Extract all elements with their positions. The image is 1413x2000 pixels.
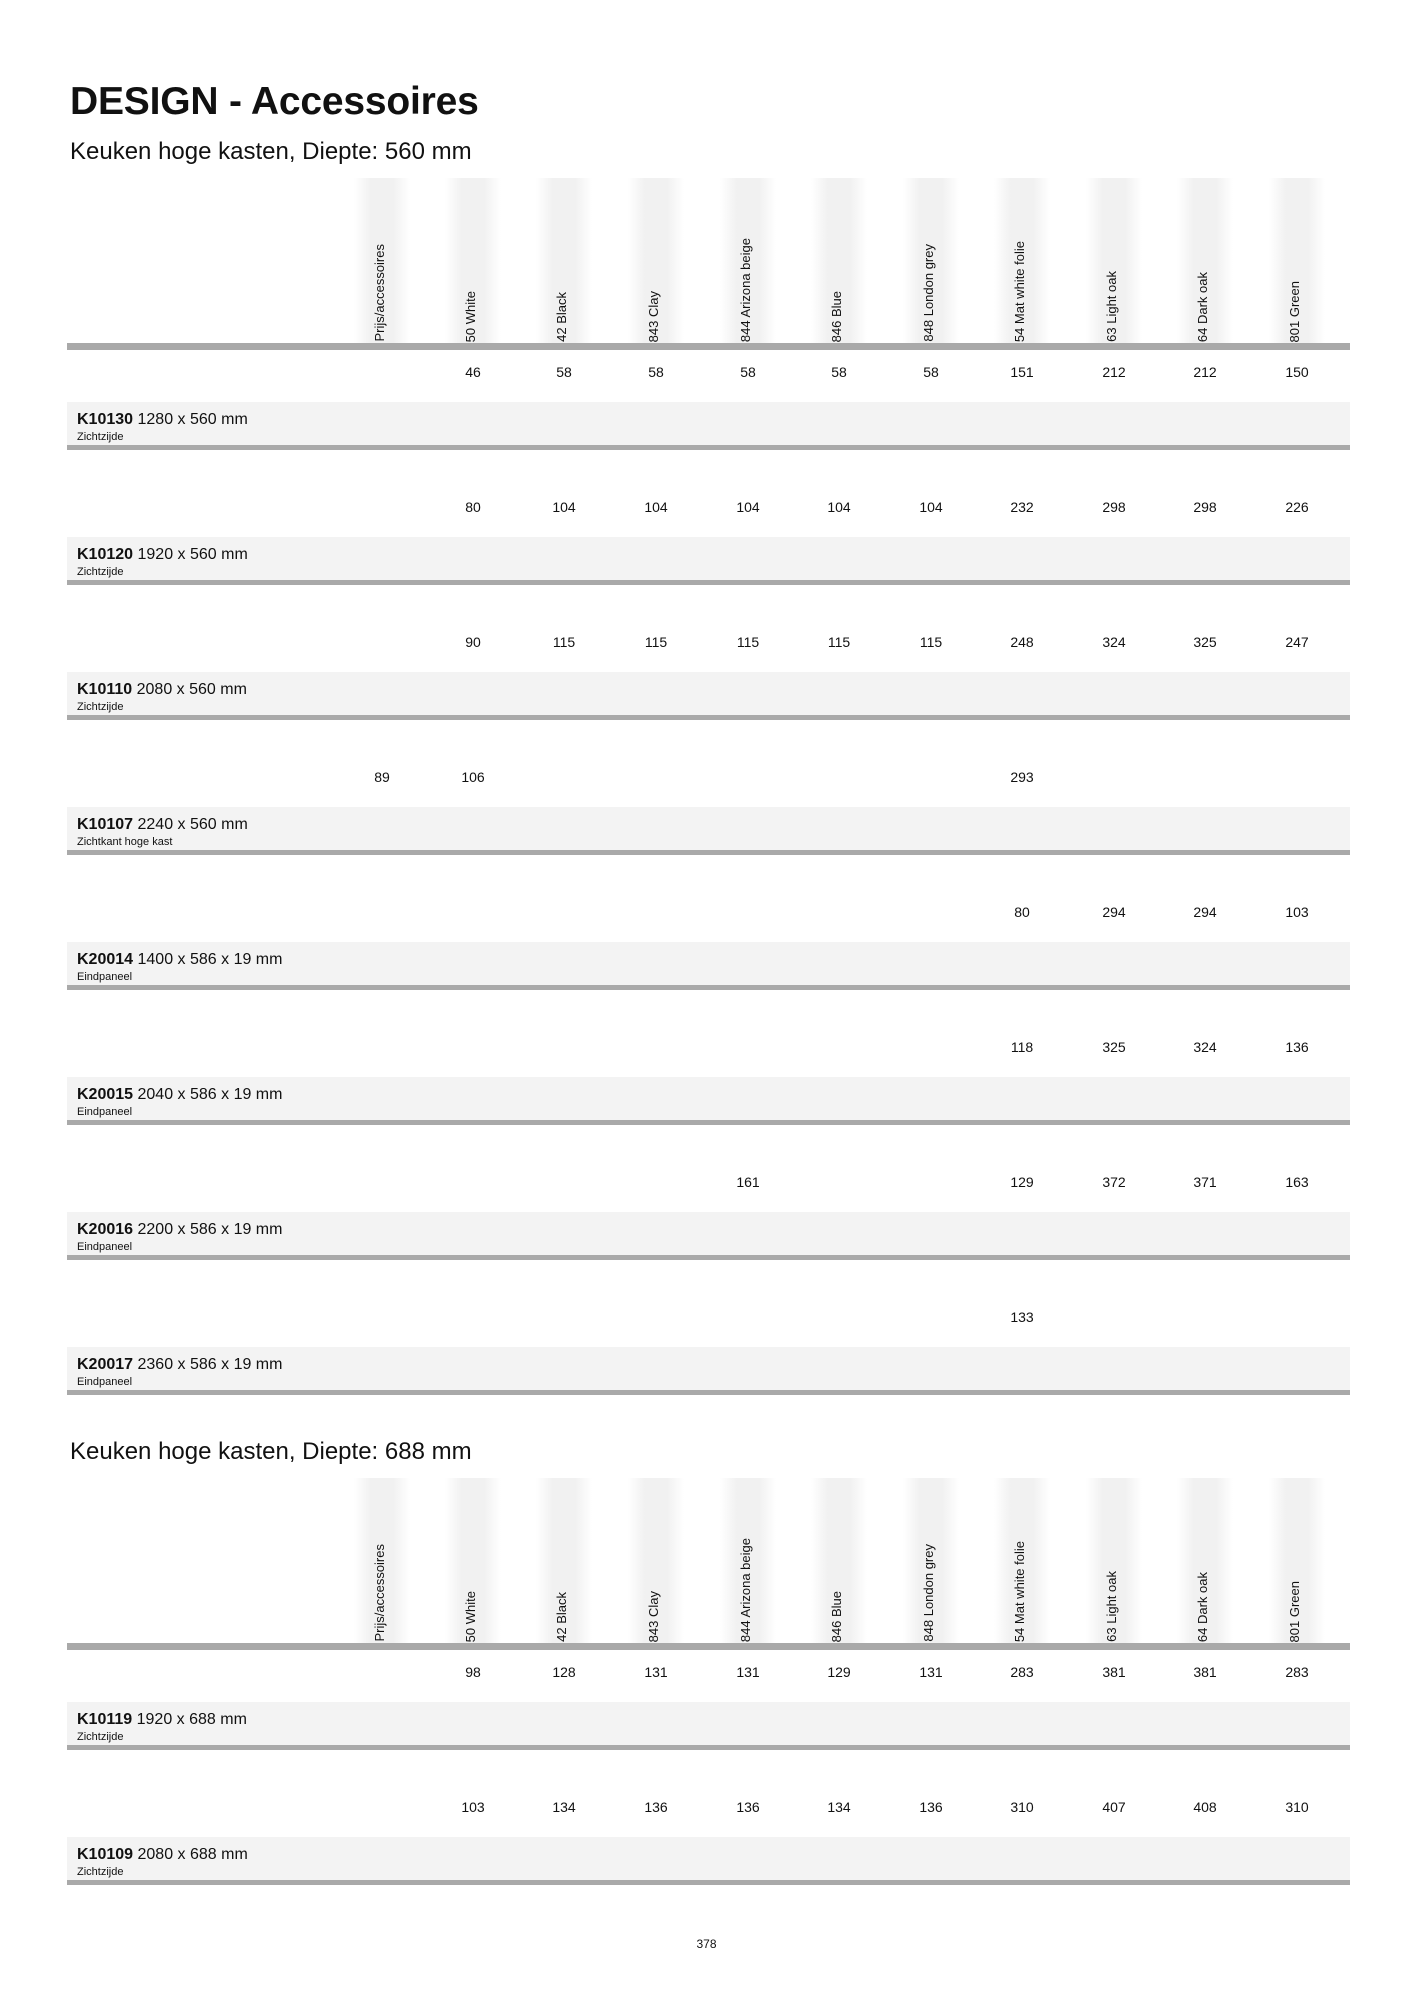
price-cell: 298 [1102, 499, 1126, 515]
price-cell: 115 [827, 634, 851, 650]
price-cell: 131 [736, 1664, 760, 1680]
product-label-band [67, 807, 1350, 850]
price-cell: 115 [644, 634, 668, 650]
column-label: 50 White [463, 290, 478, 342]
price-cell: 136 [1285, 1039, 1309, 1055]
column-header-cell [628, 1478, 684, 1650]
column-header-cell [811, 178, 867, 350]
product-description: Zichtzijde [77, 701, 124, 713]
table-row [0, 1160, 1413, 1295]
column-header-cell [628, 178, 684, 350]
column-label: 50 White [463, 1590, 478, 1642]
price-cell: 129 [1010, 1174, 1034, 1190]
product-code: K10110 [77, 681, 133, 698]
column-label: 848 London grey [921, 244, 936, 342]
product-description: Eindpaneel [77, 1241, 133, 1253]
price-cell: 325 [1193, 634, 1217, 650]
product-code: K10109 [77, 1846, 134, 1863]
price-cell: 106 [461, 769, 485, 785]
column-label: 63 Light oak [1104, 1571, 1119, 1642]
price-cell: 115 [736, 634, 760, 650]
column-label: Prijs/accessoires [372, 244, 387, 342]
row-divider [67, 985, 1350, 990]
price-cell: 381 [1102, 1664, 1126, 1680]
price-values [0, 350, 1413, 402]
price-cell: 104 [736, 499, 760, 515]
price-cell: 283 [1010, 1664, 1034, 1680]
price-cell: 58 [831, 364, 847, 380]
product-description: Zichtzijde [77, 431, 124, 443]
price-cell: 104 [552, 499, 576, 515]
price-cell: 136 [644, 1799, 668, 1815]
price-values [0, 620, 1413, 672]
column-label: 801 Green [1287, 1580, 1302, 1642]
row-divider [67, 1390, 1350, 1395]
row-divider [67, 445, 1350, 450]
product-description: Zichtkant hoge kast [77, 836, 173, 848]
product-code: K10130 [77, 411, 134, 428]
product-size: 2360 x 586 x 19 mm [133, 1356, 283, 1373]
row-divider [67, 715, 1350, 720]
price-cell: 131 [644, 1664, 668, 1680]
product-code-size [77, 816, 248, 834]
price-cell: 232 [1010, 499, 1034, 515]
price-cell: 294 [1193, 904, 1217, 920]
product-code-size [77, 1356, 282, 1374]
product-label-band [67, 942, 1350, 985]
product-description: Eindpaneel [77, 971, 133, 983]
price-cell: 136 [919, 1799, 943, 1815]
product-label-band [67, 537, 1350, 580]
column-header-cell [1269, 178, 1325, 350]
price-cell: 134 [827, 1799, 851, 1815]
product-label-band [67, 1077, 1350, 1120]
price-cell: 372 [1102, 1174, 1126, 1190]
header-divider [67, 343, 1350, 350]
price-cell: 58 [648, 364, 664, 380]
product-code: K20017 [77, 1356, 134, 1373]
column-header-cell [1177, 178, 1233, 350]
price-values [0, 485, 1413, 537]
product-code: K20015 [77, 1086, 134, 1103]
price-cell: 118 [1010, 1039, 1034, 1055]
column-header-cell [445, 178, 501, 350]
price-cell: 283 [1285, 1664, 1309, 1680]
price-cell: 133 [1010, 1309, 1034, 1325]
column-label: 42 Black [554, 292, 569, 342]
row-divider [67, 850, 1350, 855]
price-cell: 381 [1193, 1664, 1217, 1680]
price-values [0, 1785, 1413, 1837]
product-label-band [67, 402, 1350, 445]
price-cell: 131 [919, 1664, 943, 1680]
column-label: 843 Clay [646, 1590, 661, 1642]
table-row [0, 755, 1413, 890]
row-divider [67, 580, 1350, 585]
table-row [0, 485, 1413, 620]
price-cell: 129 [827, 1664, 851, 1680]
price-cell: 103 [1285, 904, 1309, 920]
price-cell: 150 [1285, 364, 1309, 380]
column-header-cell [811, 1478, 867, 1650]
price-cell: 151 [1010, 364, 1034, 380]
product-size: 2240 x 560 mm [133, 816, 248, 833]
price-cell: 325 [1102, 1039, 1126, 1055]
price-cell: 298 [1193, 499, 1217, 515]
column-label: 844 Arizona beige [738, 1537, 753, 1642]
column-label: 64 Dark oak [1195, 1571, 1210, 1642]
price-cell: 212 [1102, 364, 1126, 380]
price-cell: 128 [552, 1664, 576, 1680]
column-header-cell [1177, 1478, 1233, 1650]
price-cell: 104 [644, 499, 668, 515]
column-header-cell [994, 1478, 1050, 1650]
column-header-cell [354, 178, 410, 350]
product-code-size [77, 681, 247, 699]
price-values [0, 890, 1413, 942]
price-cell: 104 [827, 499, 851, 515]
price-cell: 408 [1193, 1799, 1217, 1815]
row-divider [67, 1255, 1350, 1260]
column-label: Prijs/accessoires [372, 1544, 387, 1642]
product-description: Zichtzijde [77, 566, 124, 578]
product-label-band [67, 672, 1350, 715]
product-code: K20014 [77, 951, 134, 968]
price-cell: 136 [736, 1799, 760, 1815]
table-row [0, 620, 1413, 755]
column-header-cell [536, 178, 592, 350]
column-header-cell [1269, 1478, 1325, 1650]
column-header-cell [903, 178, 959, 350]
product-size: 1400 x 586 x 19 mm [133, 951, 283, 968]
price-cell: 80 [465, 499, 481, 515]
column-label: 846 Blue [829, 1590, 844, 1642]
product-code-size [77, 1221, 282, 1239]
column-header-cell [1086, 178, 1142, 350]
column-label: 844 Arizona beige [738, 237, 753, 342]
column-header [0, 178, 1413, 350]
price-cell: 98 [465, 1664, 481, 1680]
price-cell: 46 [465, 364, 481, 380]
price-cell: 324 [1193, 1039, 1217, 1055]
column-label: 843 Clay [646, 290, 661, 342]
column-header-cell [994, 178, 1050, 350]
product-description: Zichtzijde [77, 1731, 124, 1743]
table-row [0, 1785, 1413, 1920]
product-code-size [77, 1086, 282, 1104]
price-cell: 294 [1102, 904, 1126, 920]
price-cell: 324 [1102, 634, 1126, 650]
product-size: 2200 x 586 x 19 mm [133, 1221, 283, 1238]
table-row [0, 1295, 1413, 1430]
price-cell: 161 [736, 1174, 760, 1190]
product-size: 2080 x 688 mm [133, 1846, 248, 1863]
column-label: 63 Light oak [1104, 271, 1119, 342]
price-values [0, 1160, 1413, 1212]
product-code-size [77, 951, 282, 969]
price-cell: 226 [1285, 499, 1309, 515]
product-description: Eindpaneel [77, 1106, 133, 1118]
price-cell: 371 [1193, 1174, 1217, 1190]
product-size: 2040 x 586 x 19 mm [133, 1086, 283, 1103]
product-code: K20016 [77, 1221, 134, 1238]
price-cell: 115 [552, 634, 576, 650]
product-code-size [77, 1846, 248, 1864]
price-cell: 89 [374, 769, 390, 785]
price-cell: 293 [1010, 769, 1034, 785]
product-size: 1920 x 688 mm [132, 1711, 247, 1728]
page-number: 378 [696, 1937, 717, 1951]
table-row [0, 1650, 1413, 1785]
page-title: DESIGN - Accessoires [70, 80, 479, 123]
price-values [0, 1295, 1413, 1347]
price-cell: 104 [919, 499, 943, 515]
column-label: 54 Mat white folie [1012, 1540, 1027, 1642]
header-divider [67, 1643, 1350, 1650]
column-label: 846 Blue [829, 290, 844, 342]
product-code: K10107 [77, 816, 134, 833]
price-cell: 310 [1285, 1799, 1309, 1815]
column-label: 54 Mat white folie [1012, 240, 1027, 342]
price-cell: 212 [1193, 364, 1217, 380]
price-cell: 310 [1010, 1799, 1034, 1815]
price-cell: 80 [1014, 904, 1030, 920]
column-label: 848 London grey [921, 1544, 936, 1642]
price-values [0, 755, 1413, 807]
product-label-band [67, 1212, 1350, 1255]
column-label: 64 Dark oak [1195, 271, 1210, 342]
price-cell: 58 [740, 364, 756, 380]
product-label-band [67, 1347, 1350, 1390]
price-cell: 163 [1285, 1174, 1309, 1190]
row-divider [67, 1745, 1350, 1750]
price-values [0, 1650, 1413, 1702]
price-cell: 248 [1010, 634, 1034, 650]
product-label-band [67, 1702, 1350, 1745]
column-label: 42 Black [554, 1592, 569, 1642]
table-row [0, 350, 1413, 485]
price-cell: 90 [465, 634, 481, 650]
column-header-cell [536, 1478, 592, 1650]
column-header-cell [903, 1478, 959, 1650]
product-code-size [77, 546, 248, 564]
column-header-cell [445, 1478, 501, 1650]
product-code: K10120 [77, 546, 134, 563]
price-cell: 115 [919, 634, 943, 650]
column-header-cell [720, 178, 776, 350]
price-cell: 247 [1285, 634, 1309, 650]
section-subtitle: Keuken hoge kasten, Diepte: 560 mm [70, 138, 472, 165]
column-header-cell [354, 1478, 410, 1650]
product-description: Eindpaneel [77, 1376, 133, 1388]
product-size: 2080 x 560 mm [132, 681, 247, 698]
product-label-band [67, 1837, 1350, 1880]
price-cell: 134 [552, 1799, 576, 1815]
section-subtitle: Keuken hoge kasten, Diepte: 688 mm [70, 1438, 472, 1465]
column-label: 801 Green [1287, 280, 1302, 342]
product-size: 1280 x 560 mm [133, 411, 248, 428]
table-row [0, 890, 1413, 1025]
price-cell: 58 [923, 364, 939, 380]
product-code-size [77, 1711, 247, 1729]
column-header [0, 1478, 1413, 1650]
product-code: K10119 [77, 1711, 133, 1728]
column-header-cell [1086, 1478, 1142, 1650]
row-divider [67, 1120, 1350, 1125]
row-divider [67, 1880, 1350, 1885]
price-cell: 103 [461, 1799, 485, 1815]
price-values [0, 1025, 1413, 1077]
table-row [0, 1025, 1413, 1160]
price-cell: 407 [1102, 1799, 1126, 1815]
product-code-size [77, 411, 248, 429]
product-description: Zichtzijde [77, 1866, 124, 1878]
price-cell: 58 [556, 364, 572, 380]
column-header-cell [720, 1478, 776, 1650]
product-size: 1920 x 560 mm [133, 546, 248, 563]
